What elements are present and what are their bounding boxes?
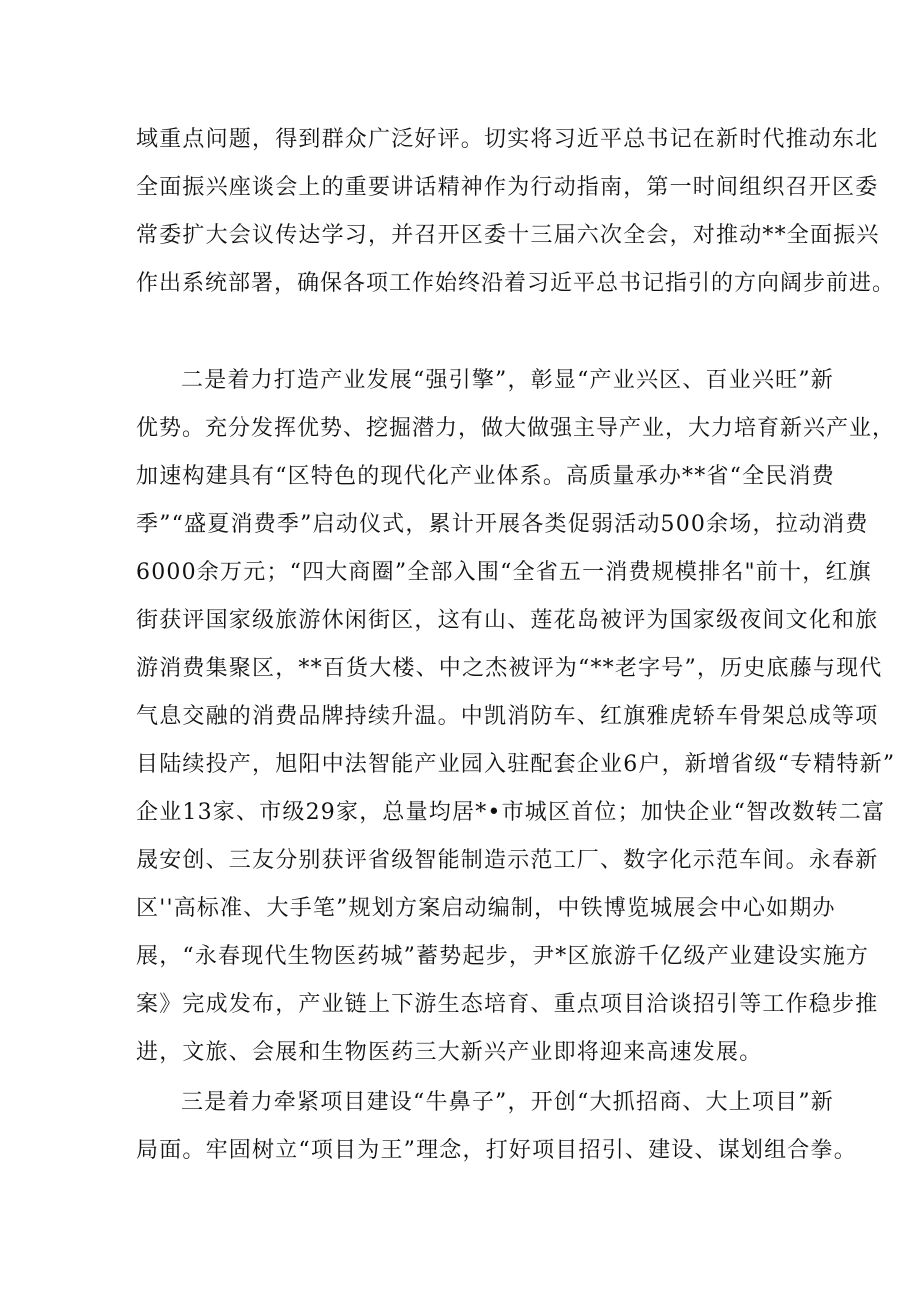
text-line: 案》完成发布，产业链上下游生态培育、重点项目洽谈招引等工作稳步推	[136, 992, 879, 1017]
text-line: 气息交融的消费品牌持续升温。中凯消防车、红旗雅虎轿车骨架总成等项	[136, 704, 879, 729]
text-line: 二是着力打造产业发展“强引擎”，彰显“产业兴区、百业兴旺”新	[181, 368, 834, 393]
text-line: 游消费集聚区，**百货大楼、中之杰被评为“**老字号”，历史底藤与现代	[136, 656, 883, 681]
text-line: 局面。牢固树立“项目为王”理念，打好项目招引、建设、谋划组合拳。	[136, 1138, 857, 1163]
text-line: 常委扩大会议传达学习，并召开区委十三届六次全会，对推动**全面振兴	[136, 223, 880, 248]
text-line: 街获评国家级旅游休闲街区，这有山、莲花岛被评为国家级夜间文化和旅	[136, 608, 879, 633]
text-line: 加速构建具有“区特色的现代化产业体系。高质量承办**省“全民消费	[136, 464, 835, 489]
text-line: 优势。充分发挥优势、挖掘潜力，做大做强主导产业，大力培育新兴产业，	[136, 416, 896, 441]
text-line: 域重点问题，得到群众广泛好评。切实将习近平总书记在新时代推动东北	[136, 127, 879, 152]
text-line: 晟安创、三友分别获评省级智能制造示范工厂、数字化示范车间。永春新	[136, 848, 879, 873]
text-line: 季”“盛夏消费季”启动仪式，累计开展各类促弱活动500余场，拉动消费	[136, 512, 869, 537]
text-line: 三是着力牵紧项目建设“牛鼻子”，开创“大抓招商、大上项目”新	[181, 1090, 834, 1115]
text-line: 进，文旅、会展和生物医药三大新兴产业即将迎来高速发展。	[136, 1040, 763, 1065]
text-line: 6000余万元；“四大商圈”全部入围“全省五一消费规模排名"前十，红旗	[136, 560, 872, 585]
text-line: 展，“永春现代生物医药城”蓄势起步，尹*区旅游千亿级产业建设实施方	[136, 944, 870, 969]
text-line: 区''高标准、大手笔”规划方案启动编制，中铁博览城展会中心如期办	[136, 896, 836, 921]
text-line: 目陆续投产，旭阳中法智能产业园入驻配套企业6户，新增省级“专精特新”	[136, 752, 896, 777]
text-line: 作出系统部署，确保各项工作始终沿着习近平总书记指引的方向阔步前进。	[136, 271, 896, 296]
text-line: 企业13家、市级29家，总量均居*•市城区首位；加快企业“智改数转二富	[136, 800, 886, 825]
text-line: 全面振兴座谈会上的重要讲话精神作为行动指南，第一时间组织召开区委	[136, 175, 879, 200]
